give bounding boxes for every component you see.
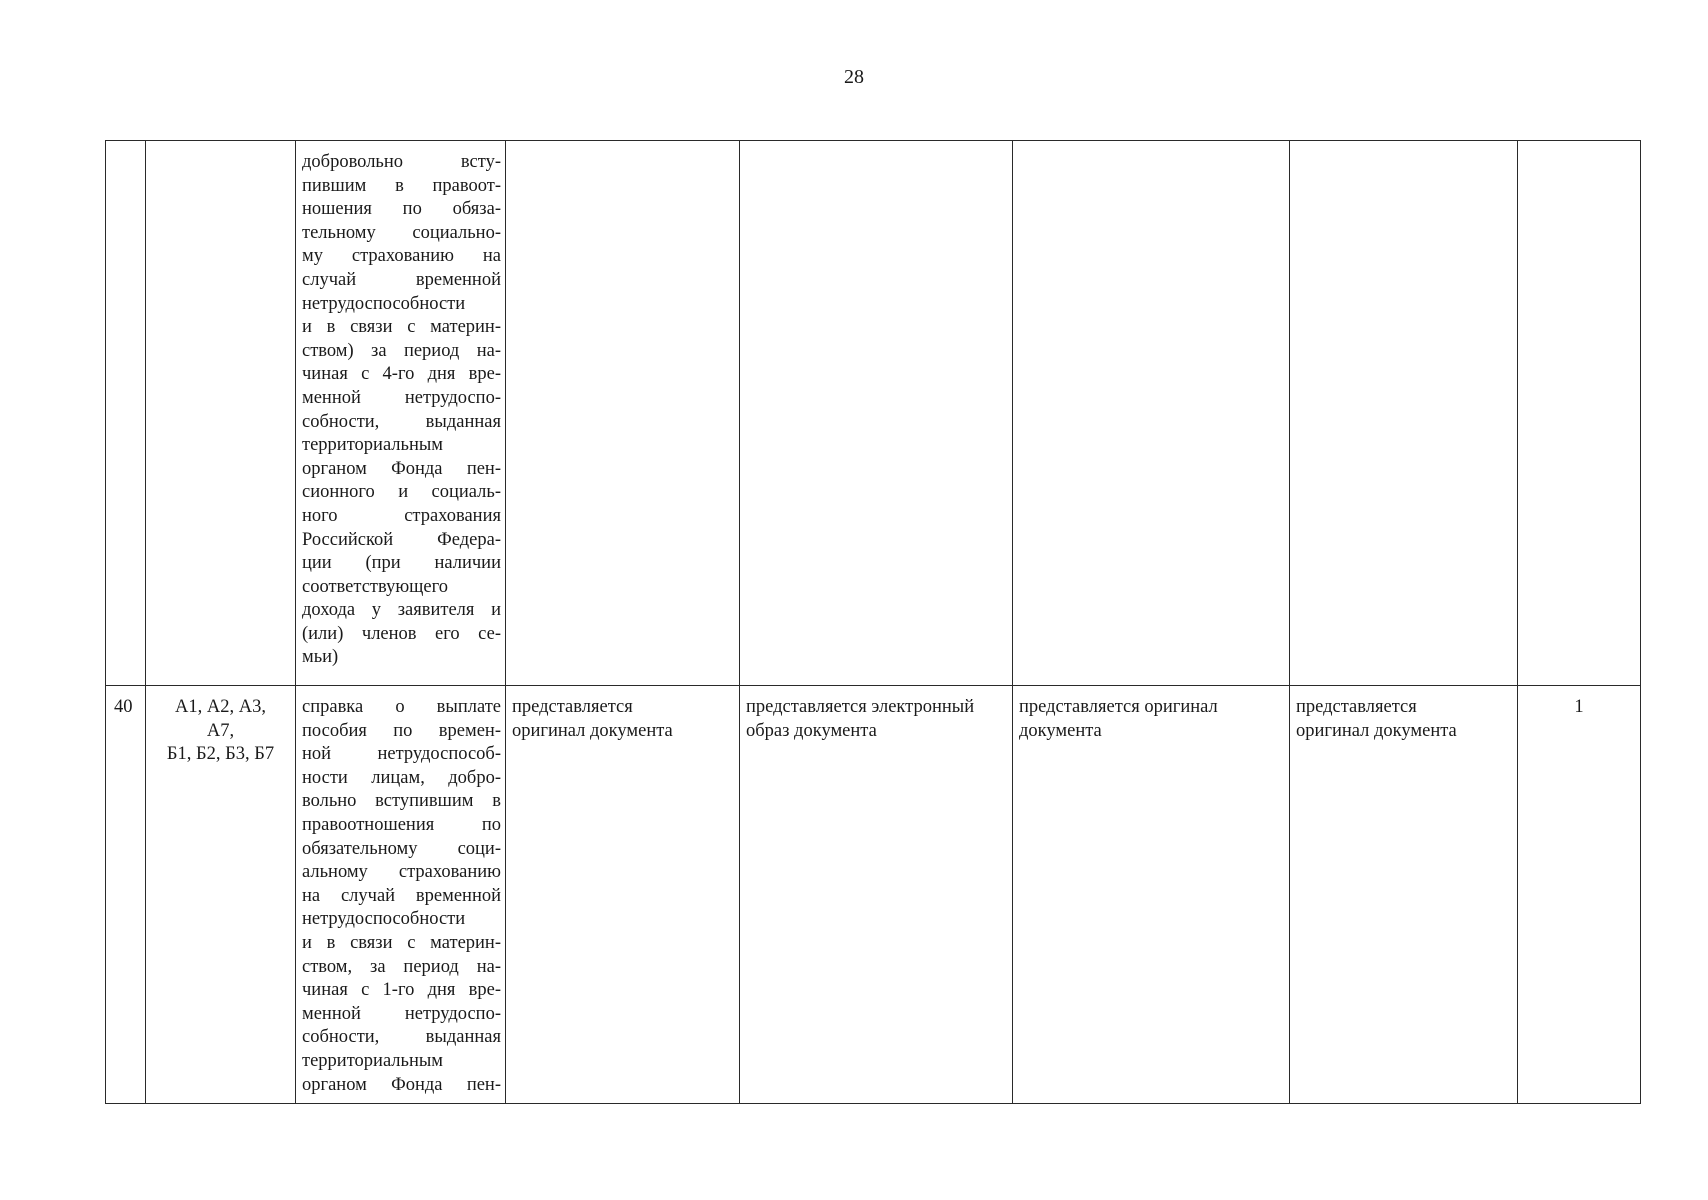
- submission-cell-col6: [1013, 141, 1290, 686]
- description-line: чиная с 4-го дня вре-: [302, 364, 501, 385]
- description-line: собности, выданная: [302, 1027, 501, 1048]
- description-line: тельному социально-: [302, 222, 501, 243]
- description-line: мьи): [302, 647, 339, 668]
- description-line: дохода у заявителя и: [302, 600, 501, 621]
- category-cell: [146, 141, 296, 686]
- submission-line: представляется электронный: [746, 697, 975, 717]
- submission-line: представляется оригинал: [1019, 697, 1218, 717]
- description-line: (или) членов его се-: [302, 623, 501, 644]
- table-row-40: [106, 686, 1641, 1104]
- description-line: чиная с 1-го дня вре-: [302, 980, 501, 1001]
- submission-cell-col7: [1290, 141, 1518, 686]
- submission-cell-col5: [740, 686, 1013, 1104]
- category-line: Б1, Б2, Б3, Б7: [166, 744, 275, 765]
- description-line: вольно вступившим в: [302, 791, 501, 812]
- description-line: справка о выплате: [302, 697, 501, 717]
- description-line: пособия по времен-: [302, 720, 501, 741]
- submission-cell-col5: [740, 141, 1013, 686]
- submission-line: документа: [1019, 720, 1102, 741]
- description-line: территориальным: [302, 435, 444, 456]
- submission-cell-col6: [1013, 686, 1290, 1104]
- description-line: ношения по обяза-: [302, 199, 501, 220]
- description-line: и в связи с материн-: [302, 932, 501, 953]
- description-line: соответствующего: [302, 576, 449, 597]
- category-line: А7,: [206, 720, 235, 741]
- table-row-continued: [106, 141, 1641, 686]
- description-line: ности лицам, добро-: [302, 767, 501, 788]
- description-line: обязательному соци-: [302, 838, 501, 859]
- submission-line: представляется: [1296, 697, 1417, 717]
- row-number-cell: 40: [106, 686, 146, 1104]
- description-line: ством, за период на-: [302, 956, 501, 977]
- description-line: менной нетрудоспо-: [302, 387, 501, 408]
- description-line: добровольно всту-: [302, 152, 501, 172]
- description-line: нетрудоспособности: [302, 293, 466, 314]
- submission-cell-col4: [506, 141, 740, 686]
- count-cell: [1518, 141, 1641, 686]
- description-line: ной нетрудоспособ-: [302, 744, 501, 765]
- submission-cell-col7: [1290, 686, 1518, 1104]
- row-number-cell: [106, 141, 146, 686]
- submission-cell-col4: [506, 686, 740, 1104]
- description-line: ции (при наличии: [302, 553, 501, 574]
- description-line: органом Фонда пен-: [302, 458, 501, 479]
- submission-line: оригинал документа: [512, 720, 673, 741]
- description-line: правоотношения по: [302, 814, 501, 835]
- category-line: А1, А2, А3,: [175, 697, 266, 717]
- description-line: органом Фонда пен-: [302, 1074, 501, 1095]
- count-cell: 1: [1518, 686, 1641, 1104]
- description-line: менной нетрудоспо-: [302, 1003, 501, 1024]
- submission-line: оригинал документа: [1296, 720, 1457, 741]
- description-line: случай временной: [302, 269, 501, 290]
- description-line: Российской Федера-: [302, 529, 501, 550]
- document-table: [105, 140, 1641, 1104]
- description-cell: [296, 686, 506, 1104]
- description-line: территориальным: [302, 1050, 444, 1071]
- description-line: ного страхования: [302, 505, 501, 526]
- description-line: ством) за период на-: [302, 340, 501, 361]
- description-line: нетрудоспособности: [302, 909, 466, 930]
- description-line: собности, выданная: [302, 411, 501, 432]
- category-cell: [146, 686, 296, 1104]
- description-line: пившим в правоот-: [302, 175, 501, 196]
- page-number: 28: [844, 66, 864, 88]
- description-line: и в связи с материн-: [302, 317, 501, 338]
- description-line: му страхованию на: [302, 246, 501, 267]
- submission-line: образ документа: [746, 720, 877, 741]
- description-cell: [296, 141, 506, 686]
- description-line: на случай временной: [302, 885, 501, 906]
- submission-line: представляется: [512, 697, 633, 717]
- description-line: альному страхованию: [302, 862, 501, 883]
- description-line: сионного и социаль-: [302, 482, 501, 503]
